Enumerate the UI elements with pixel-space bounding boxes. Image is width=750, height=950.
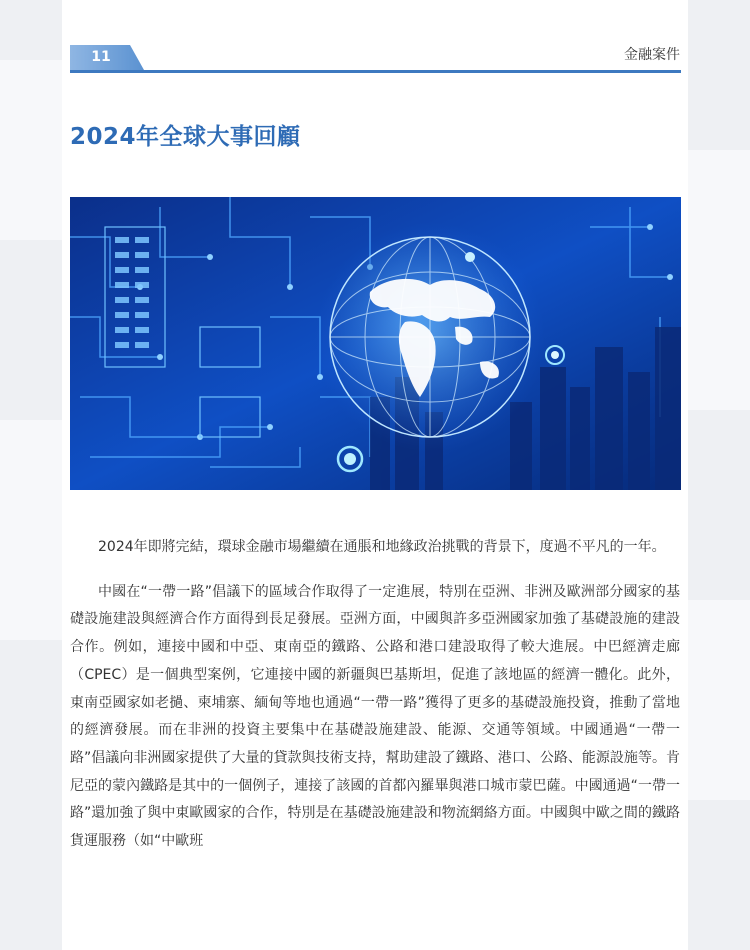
section-name: 金融案件: [624, 47, 680, 63]
page-title: 2024年全球大事回顧: [70, 124, 301, 150]
background-tile: [688, 150, 750, 410]
background-tile: [688, 600, 750, 800]
background-tile: [0, 420, 62, 640]
page-number-tab: [70, 45, 144, 70]
page-number: 11: [91, 49, 111, 65]
background-tile: [0, 60, 62, 240]
header-rule: [70, 70, 681, 73]
paragraph: 中國在“一帶一路”倡議下的區域合作取得了一定進展，特別在亞洲、非洲及歐洲部分國家的基礎設施建設與經濟合作方面得到長足發展。亞洲方面，中國與許多亞洲國家加強了基礎設施的建設合作。例如，連接中國和中亞、東南亞的鐵路、公路和港口建設取得了較大進展。中巴經濟走廊（CPEC）是一個典型案例，它連接中國的新疆與巴基斯坦，促進了該地區的經濟一體化。此外，東南亞國家如老撾、柬埔寨、緬甸等地也通過“一帶一路”獲得了更多的基礎設施投資，推動了當地的經濟發展。而在非洲的投資主要集中在基礎設施建設、能源、交通等領域。中國通過“一帶一路”倡議向非洲國家提供了大量的貸款與技術支持，幫助建設了鐵路、港口、公路、能源設施等。肯尼亞的蒙內鐵路是其中的一個例子，連接了該國的首都內羅畢與港口城市蒙巴薩。中國通過“一帶一路”還加強了與中東歐國家的合作，特別是在基礎設施建設和物流網絡方面。中國與中歐之間的鐵路貨運服務（如“中歐班: [70, 583, 680, 850]
paragraph: 2024年即將完結，環球金融市場繼續在通脹和地緣政治挑戰的背景下，度過不平凡的一年。: [98, 539, 666, 555]
globe-circuit-image: [70, 197, 681, 490]
article-body: [70, 534, 680, 873]
